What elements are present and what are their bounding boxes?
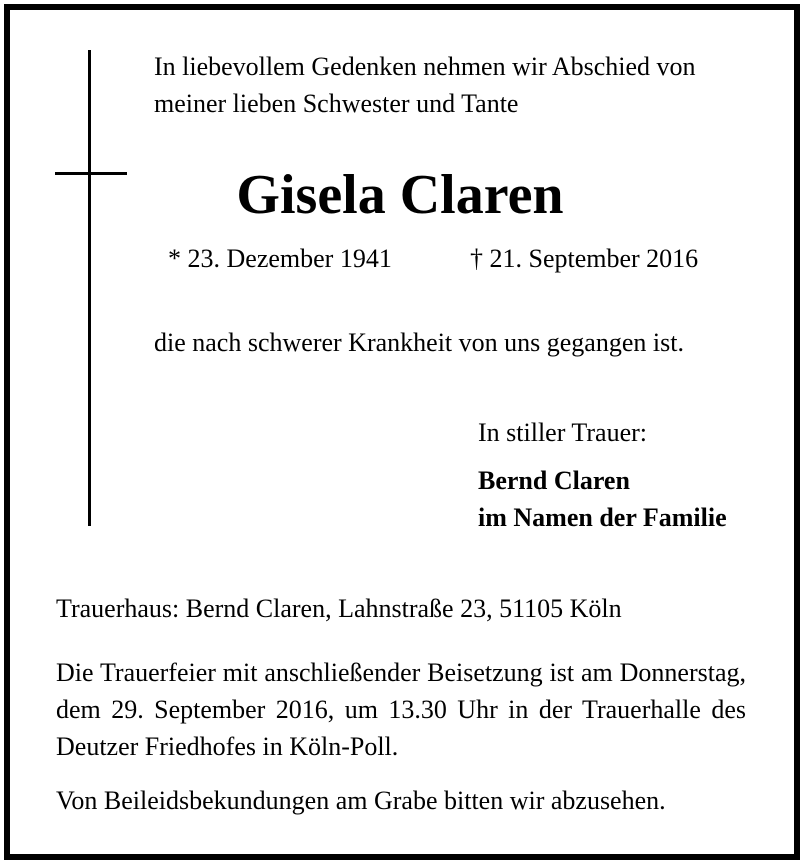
condolence-note: Von Beileidsbekundungen am Grabe bitten wir abzusehen. bbox=[56, 786, 666, 815]
death-date: † 21. September 2016 bbox=[470, 244, 699, 273]
funeral-service-text: Die Trauerfeier mit anschließender Beisetzung ist am Donnerstag, dem 29. September 2016, um 13.30 Uhr in der Trauerhalle des Deutzer Friedhofes in Köln-Poll. bbox=[56, 658, 746, 761]
intro-text bbox=[154, 48, 696, 122]
passing-text: die nach schwerer Krankheit von uns gegangen ist. bbox=[154, 328, 684, 357]
mourning-house-address: Trauerhaus: Bernd Claren, Lahnstraße 23, 51105 Köln bbox=[56, 594, 622, 623]
mourning-label: In stiller Trauer: bbox=[478, 418, 647, 447]
birth-date: * 23. Dezember 1941 bbox=[168, 244, 392, 273]
intro-line-2: meiner lieben Schwester und Tante bbox=[154, 89, 519, 118]
signers bbox=[478, 462, 727, 536]
signer-family: im Namen der Familie bbox=[478, 503, 727, 532]
signer-name: Bernd Claren bbox=[478, 466, 630, 495]
intro-line-1: In liebevollem Gedenken nehmen wir Abschied von bbox=[154, 52, 696, 81]
deceased-name: Gisela Claren bbox=[236, 164, 564, 226]
cross-icon bbox=[88, 50, 91, 526]
